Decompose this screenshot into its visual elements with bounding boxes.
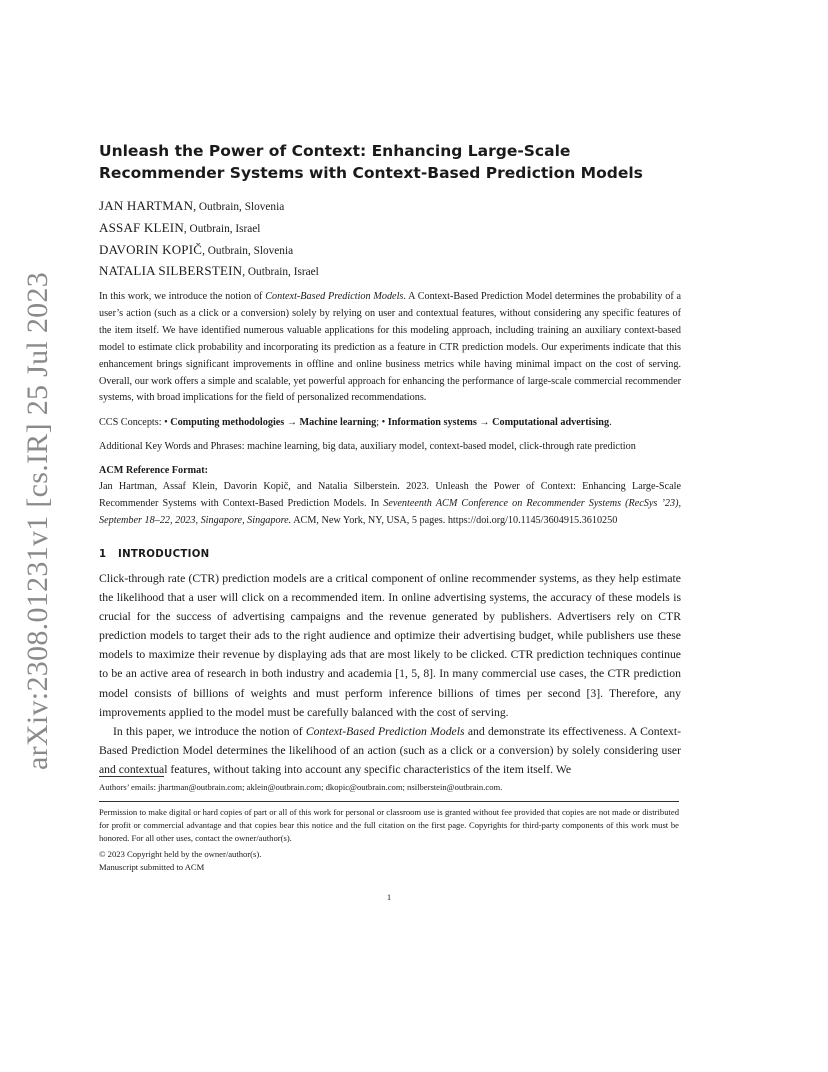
acm-reference-text: ACM, New York, NY, USA, 5 pages. https://doi.org/10.1145/3604915.3610250 [291, 514, 618, 526]
paragraph: Click-through rate (CTR) prediction models are a critical component of online recommender systems, as they help estimate the likelihood that a user will click on a recommended item. In online advertising systems, the accuracy of these models is crucial for the success of advertising campaigns and the revenue generated by publishers. Advertisers rely on CTR prediction models to target their ads to the right audience and optimize their advertising budget, while publishers use these models to maximize their revenue by displaying ads that are most likely to be clicked. CTR prediction techniques continue to be an active area of research in both industry and academia [1, 5, 8]. In many commercial use cases, the CTR prediction model consists of billions of weights and must perform inference billions of times per second [3]. Therefore, any improvements applied to the model must be carefully balanced with the cost of serving. [99, 572, 681, 719]
abstract-text: In this work, we introduce the notion of [99, 291, 266, 302]
copyright-notice: © 2023 Copyright held by the owner/author(s). [99, 849, 262, 859]
author-name: NATALIA SILBERSTEIN [99, 263, 243, 279]
author-affiliation: , Outbrain, Israel [183, 222, 261, 235]
ccs-concepts [99, 416, 699, 430]
author-entry [99, 195, 699, 217]
section-title: INTRODUCTION [118, 549, 210, 560]
arxiv-stamp-text: arXiv:2308.01231v1 [cs.IR] 25 Jul 2023 [21, 271, 54, 770]
author-affiliation: , Outbrain, Slovenia [202, 244, 294, 257]
ccs-separator: ; • [376, 417, 388, 428]
acm-reference-venue: Seventeenth ACM Conference on Recommender Systems (RecSys ’23), September 18–22, 2023, Singapore, Singapore. [99, 497, 682, 526]
ccs-label: CCS Concepts: • [99, 417, 171, 428]
author-entry [99, 239, 699, 261]
paragraph-text: In this paper, we introduce the notion of [113, 724, 306, 738]
ccs-concept: Information systems → Computational advertising [387, 417, 610, 428]
footnote-rule [99, 776, 164, 777]
author-affiliation: , Outbrain, Slovenia [193, 201, 285, 213]
permission-rule [99, 801, 679, 802]
ccs-end: . [609, 417, 612, 428]
author-name: JAN HARTMAN [99, 198, 194, 213]
paragraph [99, 722, 681, 779]
permission-notice: Permission to make digital or hard copies of part or all of this work for personal or classroom use is granted without fee provided that copies are not made or distributed for profit or commercial advantage and that copies bear this notice and the full citation on the first page. Copyrights for third-party components of this work must be honored. For all other uses, contact the owner/author(s). [99, 807, 679, 844]
author-name: ASSAF KLEIN [99, 219, 184, 235]
acm-reference-text: Jan Hartman, Assaf Klein, Davorin Kopič, and Natalia Silberstein. 2023. Unleash the Power of Context: Enhancing Large-Scale Recommender Systems with Context-Based Prediction Models. In [99, 481, 681, 509]
author-entry [99, 260, 699, 282]
acm-reference-heading: ACM Reference Format: [99, 465, 208, 476]
intro-body [99, 569, 681, 779]
abstract-term: Context-Based Prediction Models [265, 291, 404, 302]
acm-reference [99, 479, 681, 530]
abstract-text: . A Context-Based Prediction Model determines the probability of a user’s action (such as a click or a conversion) solely by relying on user and contextual features, without considering any specific features of the item itself. We have identified numerous valuable applications for this modeling approach, including training an auxiliary context-based model to estimate click probability and incorporating its prediction as a feature in CTR prediction models. Our experiments indicate that this enhancement brings significant improvements in offline and online business metrics while having minimal impact on the cost of serving. Overall, our work offers a simple and scalable, yet powerful approach for enhancing the performance of large-scale commercial recommender systems, with broad implications for the field of personalized recommendations. [99, 291, 682, 404]
page-number: 1 [386, 892, 392, 902]
paper-title: Unleash the Power of Context: Enhancing Large-Scale Recommender Systems with Context-Based Prediction Models [99, 142, 643, 182]
paragraph-text: and demonstrate its effectiveness. A Context-Based Prediction Model determines the likelihood of an action (such as a click or a conversion) by solely considering user and contextual features, without taking into account any specific characteristics of the item itself. We [99, 724, 681, 776]
abstract [99, 289, 681, 407]
ccs-concept: Computing methodologies → Machine learning [170, 417, 377, 428]
author-affiliation: , Outbrain, Israel [242, 266, 319, 279]
section-number: 1 [99, 549, 107, 560]
paragraph-term: Context-Based Prediction Models [305, 724, 465, 738]
author-list [99, 195, 699, 282]
footnote: Authors’ emails: jhartman@outbrain.com; aklein@outbrain.com; dkopic@outbrain.com; nsilberstein@outbrain.com. [99, 782, 503, 792]
author-entry [99, 217, 699, 239]
author-name: DAVORIN KOPIČ [99, 241, 203, 257]
keywords: Additional Key Words and Phrases: machine learning, big data, auxiliary model, context-based model, click-through rate prediction [99, 441, 636, 452]
manuscript-note: Manuscript submitted to ACM [99, 862, 205, 872]
section-heading [99, 548, 210, 562]
